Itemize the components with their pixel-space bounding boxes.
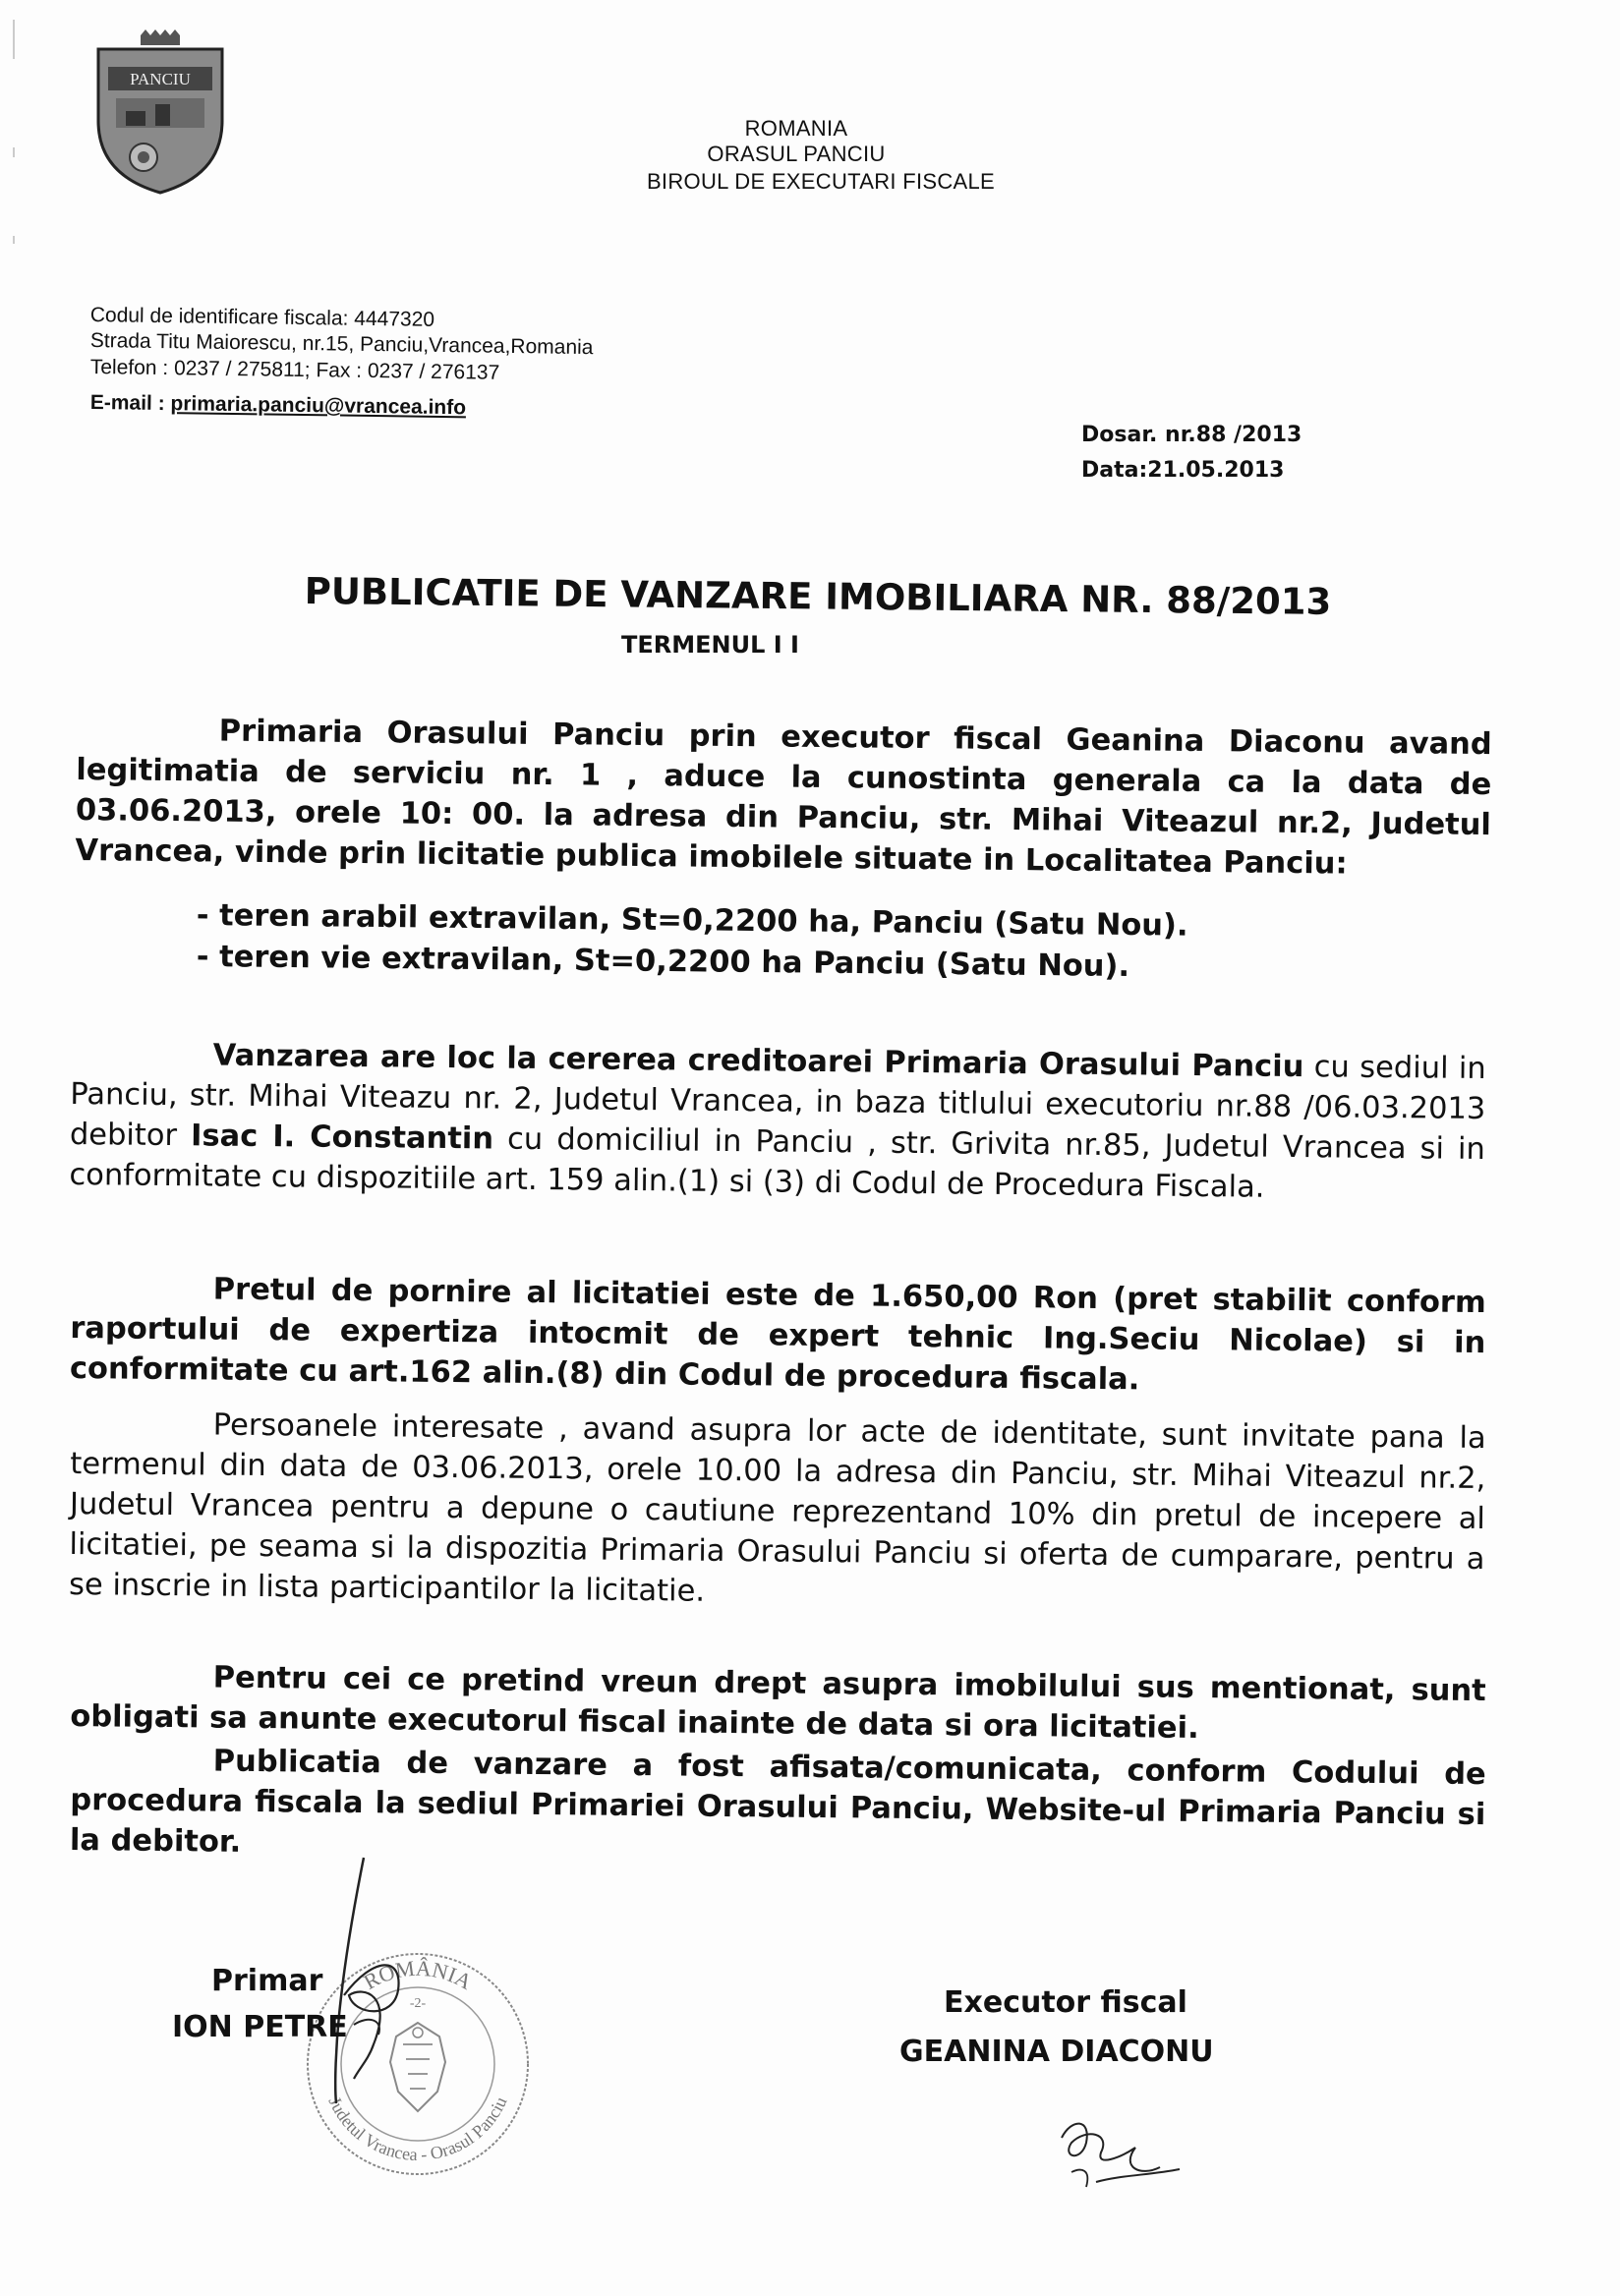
mayor-signature bbox=[315, 1848, 550, 2172]
email-label: E-mail : bbox=[89, 390, 171, 416]
document-subtitle: TERMENUL I I bbox=[621, 631, 799, 659]
email-link[interactable]: primaria.panciu@vrancea.info bbox=[170, 392, 467, 420]
header-office: BIROUL DE EXECUTARI FISCALE bbox=[646, 169, 996, 194]
property-item-1: - teren arabil extravilan, St=0,2200 ha, Panciu (Satu Nou). bbox=[196, 898, 1188, 944]
svg-text:Judetul Vrancea - Orasul Panci: Judetul Vrancea - Orasul Panciu bbox=[324, 2094, 511, 2165]
debtor-name: Isac I. Constantin bbox=[190, 1119, 494, 1157]
fiscal-code: Codul de identificare fiscala: 4447320 bbox=[89, 303, 435, 331]
town-crest-logo bbox=[87, 28, 234, 195]
creditor-lead: Vanzarea are loc la cererea creditoarei Primaria Orasului Panciu bbox=[212, 1038, 1304, 1085]
mayor-role: Primar bbox=[211, 1964, 323, 1998]
file-date: Data:21.05.2013 bbox=[1081, 458, 1285, 483]
sale-request-text-1: cu sediul in Panciu, str. Mihai Viteazu nr. 2, Judetul Vrancea, in baza titlului executoriu nr.88 /06.03.2013 debitor bbox=[69, 1050, 1486, 1154]
publication-paragraph: Publicatia de vanzare a fost afisata/comunicata, conform Codului de procedura fiscala la sediul Primariei Orasului Panciu, Website-ul Primaria Panciu si la debitor. bbox=[69, 1744, 1486, 1860]
svg-text:ROMÂNIA: ROMÂNIA bbox=[359, 1955, 477, 1995]
document-title: PUBLICATIE DE VANZARE IMOBILIARA NR. 88/2013 bbox=[304, 570, 1332, 623]
scan-margin-marks bbox=[10, 20, 18, 246]
property-item-2: - teren vie extravilan, St=0,2200 ha Panciu (Satu Nou). bbox=[196, 940, 1130, 984]
executor-name: GEANINA DIACONU bbox=[899, 2035, 1214, 2069]
rights-paragraph: Pentru cei ce pretind vreun drept asupra imobilului sus mentionat, sunt obligati sa anunte executorul fiscal inainte de data si ora licitatiei. bbox=[70, 1660, 1486, 1747]
file-number: Dosar. nr.88 /2013 bbox=[1081, 423, 1302, 447]
sale-request-paragraph bbox=[69, 1034, 1486, 1210]
executor-role: Executor fiscal bbox=[944, 1985, 1187, 2020]
starting-price-paragraph: Pretul de pornire al licitatiei este de 1.650,00 Ron (pret stabilit conform raportului de expertiza intocmit de expert tehnic Ing.Seciu Nicolae) si in conformitate cu art.162 alin.(8) din Codul de procedura fiscala. bbox=[69, 1272, 1486, 1398]
header-country: ROMANIA bbox=[744, 116, 848, 141]
svg-text:PANCIU: PANCIU bbox=[130, 70, 191, 88]
phone-fax-line: Telefon : 0237 / 275811; Fax : 0237 / 276137 bbox=[89, 355, 500, 384]
mayor-name: ION PETRE bbox=[172, 2010, 348, 2044]
svg-text:-2-: -2- bbox=[409, 1996, 427, 2011]
participants-paragraph: Persoanele interesate , avand asupra lor acte de identitate, sunt invitate pana la termenul din data de 03.06.2013, orele 10.00 la adresa din Panciu, str. Mihai Viteazul nr.2, Judetul Vrancea pentru a depune o cautiune reprezentand 10% din pretul de incepere al licitatiei, pe seama si la dispozitia Primaria Orasului Panciu si oferta de cumparare, pentru a se inscrie in lista participantilor la licitatie. bbox=[68, 1407, 1486, 1609]
header-town: ORASUL PANCIU bbox=[707, 142, 886, 166]
intro-paragraph: Primaria Orasului Panciu prin executor fiscal Geanina Diaconu avand legitimatia de serviciu nr. 1 , aduce la cunostinta generala ca la data de 03.06.2013, orele 10: 00. la adresa din Panciu, str. Mihai Viteazul nr.2, Judetul Vrancea, vinde prin licitatie publica imobilele situate in Localitatea Panciu: bbox=[75, 714, 1492, 882]
executor-signature bbox=[1042, 2098, 1239, 2207]
email-line bbox=[90, 390, 467, 421]
address-line: Strada Titu Maiorescu, nr.15, Panciu,Vrancea,Romania bbox=[89, 328, 594, 360]
sale-request-text-2: cu domiciliul in Panciu , str. Grivita nr.85, Judetul Vrancea si in conformitate cu dispozitiile art. 159 alin.(1) si (3) di Codul de Procedura Fiscala. bbox=[69, 1121, 1486, 1205]
